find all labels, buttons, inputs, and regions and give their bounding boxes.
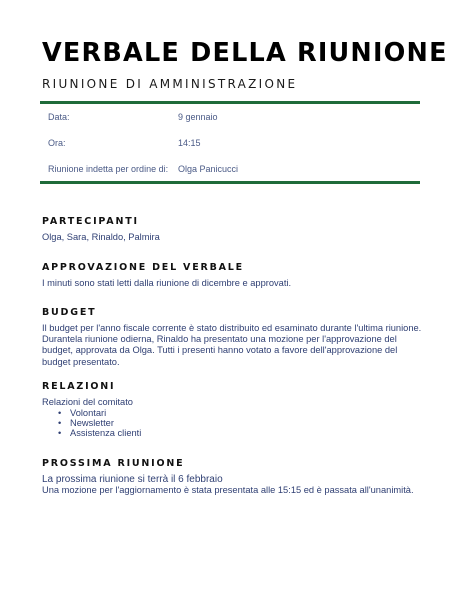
bullet-icon: •	[58, 408, 62, 419]
report-item-newsletter: Newsletter	[70, 418, 114, 429]
reports-intro: Relazioni del comitato	[42, 397, 133, 407]
list-item	[42, 418, 427, 428]
list-item	[42, 428, 427, 438]
info-row-called-by	[48, 164, 418, 180]
participants-text: Olga, Sara, Rinaldo, Palmira	[42, 232, 160, 242]
document-title: VERBALE DELLA RIUNIONE	[42, 38, 448, 68]
next-meeting-line2: Una mozione per l'aggiornamento è stata presentata alle 15:15 ed è passata all'unanimità.	[42, 485, 414, 496]
next-meeting-heading: PROSSIMA RIUNIONE	[42, 458, 185, 469]
budget-text: Il budget per l'anno fiscale corrente è stato distribuito ed esaminato durante l'ultima riunione. Durantela riunione odierna, Rinaldo ha presentato una mozione per l'approvazione del budget, approvata da Olga. Tutti i presenti hanno votato a favore dell'approvazione del budget presentato.	[42, 323, 422, 367]
top-divider	[40, 101, 420, 104]
list-item	[42, 408, 427, 418]
section-reports	[42, 381, 427, 438]
next-meeting-line1: La prossima riunione si terrà il 6 febbraio	[42, 474, 223, 485]
time-value: 14:15	[178, 138, 201, 148]
date-value: 9 gennaio	[178, 112, 218, 122]
bullet-icon: •	[58, 418, 62, 429]
section-next-meeting	[42, 458, 427, 496]
section-budget	[42, 307, 427, 368]
reports-heading: RELAZIONI	[42, 381, 116, 392]
bullet-icon: •	[58, 428, 62, 439]
participants-heading: PARTECIPANTI	[42, 216, 139, 227]
report-item-volunteers: Volontari	[70, 408, 107, 419]
info-row-date	[48, 112, 418, 128]
minutes-approval-heading: APPROVAZIONE DEL VERBALE	[42, 262, 244, 273]
minutes-approval-text: I minuti sono stati letti dalla riunione di dicembre e approvati.	[42, 278, 292, 288]
called-by-label: Riunione indetta per ordine di:	[48, 164, 169, 174]
report-item-customer-service: Assistenza clienti	[70, 428, 142, 439]
section-participants	[42, 216, 427, 243]
reports-list	[42, 408, 427, 438]
document-subtitle: RIUNIONE DI AMMINISTRAZIONE	[42, 77, 298, 91]
budget-heading: BUDGET	[42, 307, 97, 318]
info-row-time	[48, 138, 418, 154]
bottom-divider	[40, 181, 420, 184]
date-label: Data:	[48, 112, 70, 122]
section-minutes-approval	[42, 262, 427, 289]
time-label: Ora:	[48, 138, 66, 148]
called-by-value: Olga Panicucci	[178, 164, 239, 174]
